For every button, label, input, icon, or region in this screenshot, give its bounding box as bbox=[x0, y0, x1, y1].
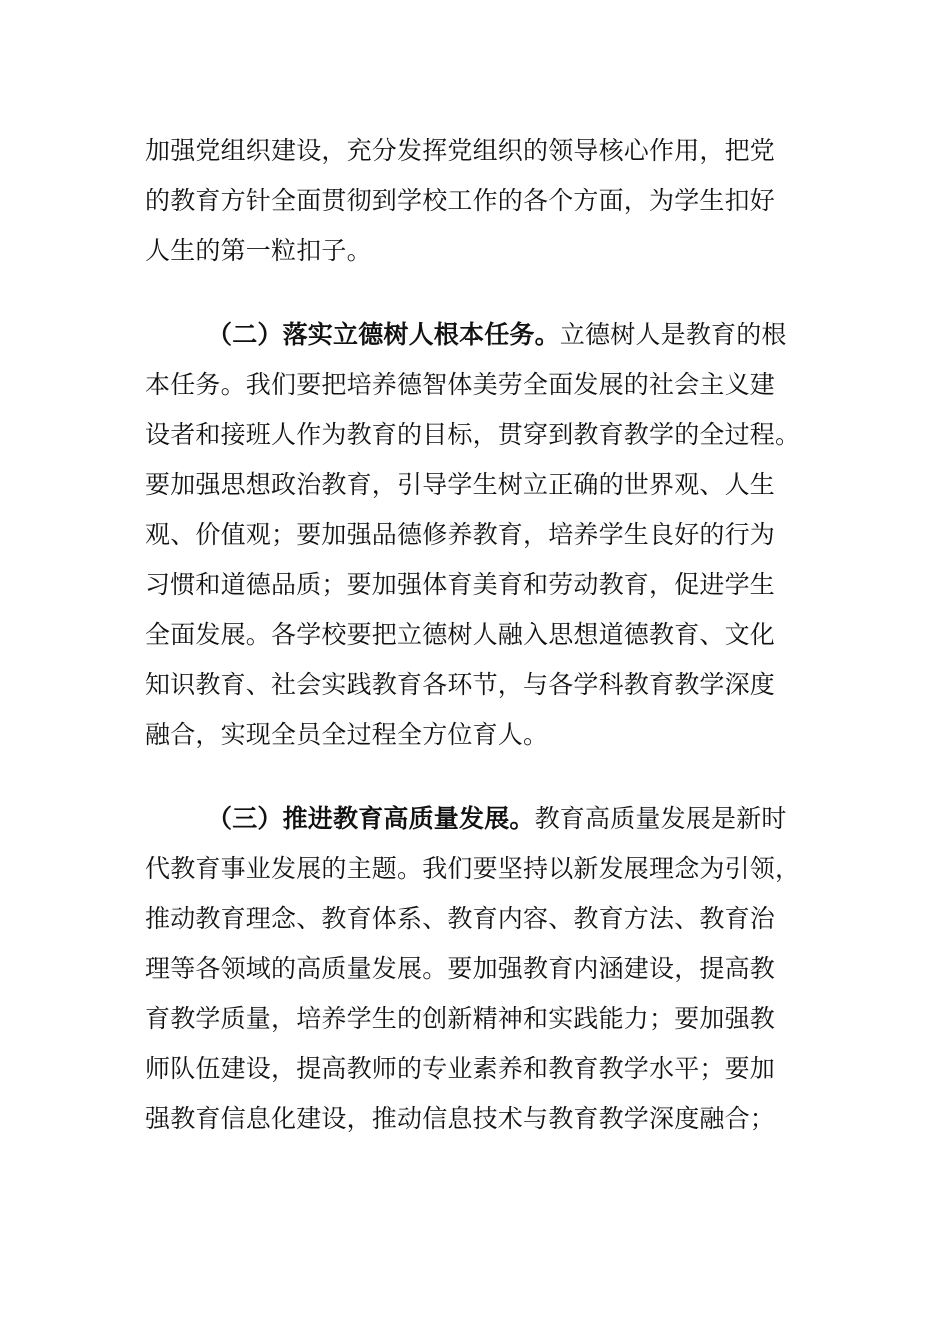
paragraph-2-line-5: 观、价值观；要加强品德修养教育，培养学生良好的行为 bbox=[145, 520, 776, 549]
paragraph-2-line-8: 知识教育、社会实践教育各环节，与各学科教育教学深度 bbox=[145, 670, 776, 699]
paragraph-3-line-4: 理等各领域的高质量发展。要加强教育内涵建设，提高教 bbox=[145, 954, 776, 983]
paragraph-1-line-3: 人生的第一粒扣子。 bbox=[145, 236, 372, 265]
paragraph-3-line-2: 代教育事业发展的主题。我们要坚持以新发展理念为引领， bbox=[145, 854, 801, 883]
paragraph-3-line-6: 师队伍建设，提高教师的专业素养和教育教学水平；要加 bbox=[145, 1054, 776, 1083]
paragraph-3-line-7: 强教育信息化建设，推动信息技术与教育教学深度融合； bbox=[145, 1104, 776, 1133]
paragraph-2-line-4: 要加强思想政治教育，引导学生树立正确的世界观、人生 bbox=[145, 470, 776, 499]
paragraph-2-first-line bbox=[207, 310, 787, 360]
paragraph-1-line-2: 的教育方针全面贯彻到学校工作的各个方面，为学生扣好 bbox=[145, 186, 776, 215]
paragraph-2-line-9: 融合，实现全员全过程全方位育人。 bbox=[145, 720, 549, 749]
paragraph-3-first-line bbox=[207, 794, 787, 844]
paragraph-2-first-line-text: 立德树人是教育的根 bbox=[559, 320, 787, 349]
paragraph-1-line-1: 加强党组织建设，充分发挥党组织的领导核心作用，把党 bbox=[145, 136, 776, 165]
paragraph-2-line-7: 全面发展。各学校要把立德树人融入思想道德教育、文化 bbox=[145, 620, 776, 649]
paragraph-3-line-5: 育教学质量，培养学生的创新精神和实践能力；要加强教 bbox=[145, 1004, 776, 1033]
paragraph-2-line-3: 设者和接班人作为教育的目标，贯穿到教育教学的全过程。 bbox=[145, 420, 801, 449]
paragraph-2-line-6: 习惯和道德品质；要加强体育美育和劳动教育，促进学生 bbox=[145, 570, 776, 599]
paragraph-2-line-2: 本任务。我们要把培养德智体美劳全面发展的社会主义建 bbox=[145, 370, 776, 399]
paragraph-2-heading: （二）落实立德树人根本任务。 bbox=[207, 320, 560, 349]
paragraph-3-first-line-text: 教育高质量发展是新时 bbox=[534, 804, 787, 833]
paragraph-3-heading: （三）推进教育高质量发展。 bbox=[207, 804, 535, 833]
paragraph-3-line-3: 推动教育理念、教育体系、教育内容、教育方法、教育治 bbox=[145, 904, 776, 933]
